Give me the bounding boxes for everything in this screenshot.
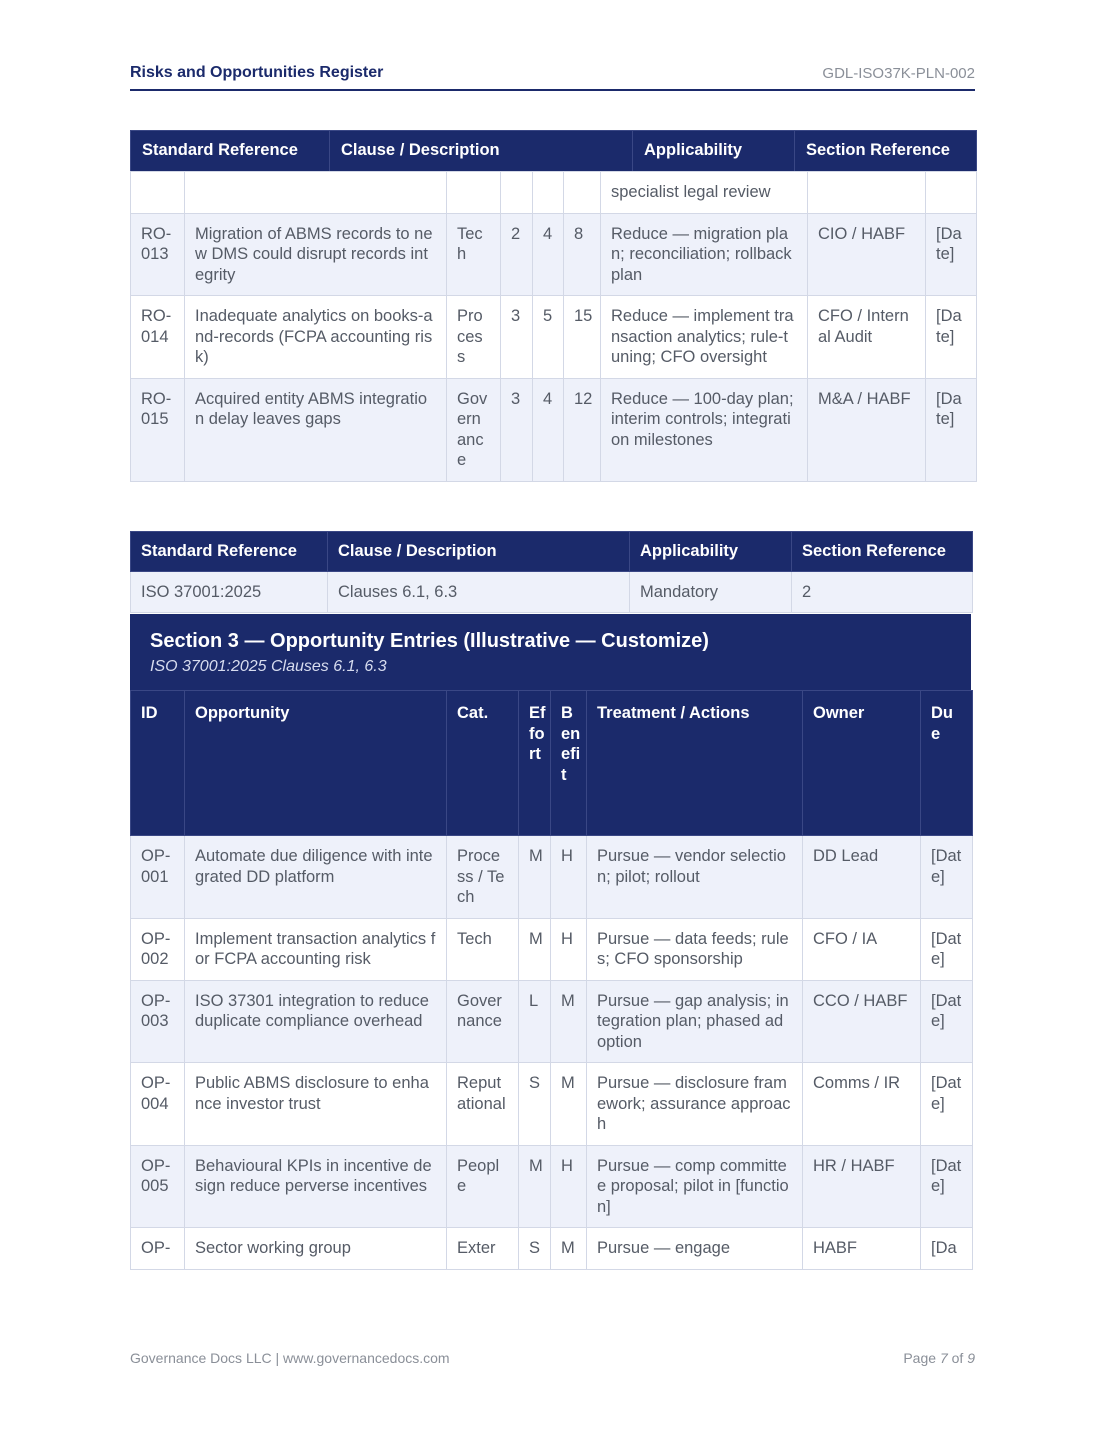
opportunity-owner: Comms / IR — [803, 1063, 921, 1146]
opportunity-id: OP- — [131, 1228, 185, 1270]
opportunity-id: OP-003 — [131, 980, 185, 1063]
col-opportunity: Opportunity — [185, 691, 447, 836]
opportunity-benefit: H — [551, 1145, 587, 1228]
opportunity-due: [Da — [921, 1228, 973, 1270]
opportunity-treatment: Pursue — vendor selection; pilot; rollout — [587, 836, 803, 919]
opportunity-treatment: Pursue — engage — [587, 1228, 803, 1270]
opportunity-category: Process / Tech — [447, 836, 519, 919]
table-row — [131, 1145, 973, 1228]
table-row — [131, 571, 973, 613]
risk-treatment: Reduce — migration plan; reconciliation; rollback plan — [601, 213, 808, 296]
section-title: Section 3 — Opportunity Entries (Illustrative — Customize) — [150, 630, 709, 652]
opportunity-description: Automate due diligence with integrated DD platform — [185, 836, 447, 919]
risk-owner: CIO / HABF — [808, 213, 926, 296]
opportunity-id: OP-005 — [131, 1145, 185, 1228]
opportunity-effort: M — [519, 836, 551, 919]
opportunity-effort: S — [519, 1063, 551, 1146]
table-row — [131, 1063, 973, 1146]
risk-likelihood — [501, 172, 533, 214]
opportunity-owner: CFO / IA — [803, 918, 921, 980]
reference-table-header — [130, 130, 977, 172]
opportunity-treatment: Pursue — comp committee proposal; pilot in [function] — [587, 1145, 803, 1228]
risk-due: [Date] — [926, 378, 977, 481]
opportunity-category: People — [447, 1145, 519, 1228]
risk-owner: M&A / HABF — [808, 378, 926, 481]
opportunity-benefit: M — [551, 980, 587, 1063]
opportunity-id: OP-001 — [131, 836, 185, 919]
risk-treatment: Reduce — implement transaction analytics; rule-tuning; CFO oversight — [601, 296, 808, 379]
risk-impact: 4 — [533, 378, 564, 481]
opportunity-treatment: Pursue — gap analysis; integration plan; phased adoption — [587, 980, 803, 1063]
applicability-value: Mandatory — [630, 571, 792, 613]
opportunity-id: OP-004 — [131, 1063, 185, 1146]
risk-id: RO-014 — [131, 296, 185, 379]
col-effort: Effort — [519, 691, 551, 836]
opportunity-benefit: H — [551, 918, 587, 980]
opportunity-benefit: M — [551, 1228, 587, 1270]
col-benefit: Benefit — [551, 691, 587, 836]
risk-category — [447, 172, 501, 214]
opportunity-category: Tech — [447, 918, 519, 980]
section-reference-value: 2 — [792, 571, 973, 613]
clause-description-value: Clauses 6.1, 6.3 — [328, 571, 630, 613]
opportunity-treatment: Pursue — disclosure framework; assurance approach — [587, 1063, 803, 1146]
col-clause-description: Clause / Description — [328, 532, 630, 572]
table-row — [131, 296, 977, 379]
table-row — [131, 378, 977, 481]
col-section-reference: Section Reference — [792, 532, 973, 572]
risk-owner — [808, 172, 926, 214]
document-code: GDL-ISO37K-PLN-002 — [822, 65, 975, 82]
opportunity-treatment: Pursue — data feeds; rules; CFO sponsorship — [587, 918, 803, 980]
risk-due: [Date] — [926, 296, 977, 379]
col-standard-reference: Standard Reference — [131, 131, 330, 172]
table-row — [131, 213, 977, 296]
opportunity-owner: DD Lead — [803, 836, 921, 919]
section-heading — [130, 614, 971, 690]
risk-due: [Date] — [926, 213, 977, 296]
risk-score: 12 — [564, 378, 601, 481]
opportunity-due: [Date] — [921, 1063, 973, 1146]
col-section-reference: Section Reference — [795, 131, 977, 172]
opportunity-category: Reputational — [447, 1063, 519, 1146]
risk-id — [131, 172, 185, 214]
table-row — [131, 1228, 973, 1270]
risk-likelihood: 3 — [501, 296, 533, 379]
risk-score: 15 — [564, 296, 601, 379]
risk-category: Process — [447, 296, 501, 379]
col-category: Cat. — [447, 691, 519, 836]
col-id: ID — [131, 691, 185, 836]
risk-impact: 4 — [533, 213, 564, 296]
reference-table — [130, 531, 973, 613]
col-clause-description: Clause / Description — [330, 131, 633, 172]
risk-category: Tech — [447, 213, 501, 296]
risk-id: RO-015 — [131, 378, 185, 481]
opportunity-benefit: M — [551, 1063, 587, 1146]
col-due: Due — [921, 691, 973, 836]
table-row — [131, 836, 973, 919]
page-current: 7 — [939, 1350, 948, 1366]
col-applicability: Applicability — [633, 131, 795, 172]
risk-id: RO-013 — [131, 213, 185, 296]
opportunity-due: [Date] — [921, 980, 973, 1063]
page-of: of — [951, 1350, 964, 1366]
opportunity-benefit: H — [551, 836, 587, 919]
opportunity-due: [Date] — [921, 836, 973, 919]
header-divider — [130, 89, 975, 91]
risk-owner: CFO / Internal Audit — [808, 296, 926, 379]
table-row — [131, 918, 973, 980]
opportunity-table — [130, 690, 973, 1270]
opportunity-owner: HABF — [803, 1228, 921, 1270]
risk-treatment: Reduce — 100-day plan; interim controls; integration milestones — [601, 378, 808, 481]
risk-description: Migration of ABMS records to new DMS could disrupt records integrity — [185, 213, 447, 296]
footer-company: Governance Docs LLC | www.governancedocs.com — [130, 1350, 450, 1366]
section-subtitle: ISO 37001:2025 Clauses 6.1, 6.3 — [150, 658, 387, 675]
risk-description: Acquired entity ABMS integration delay leaves gaps — [185, 378, 447, 481]
opportunity-category: Governance — [447, 980, 519, 1063]
risk-category: Governance — [447, 378, 501, 481]
risk-impact: 5 — [533, 296, 564, 379]
risk-treatment: specialist legal review — [601, 172, 808, 214]
opportunity-owner: HR / HABF — [803, 1145, 921, 1228]
opportunity-due: [Date] — [921, 1145, 973, 1228]
risk-score — [564, 172, 601, 214]
opportunity-description: Sector working group — [185, 1228, 447, 1270]
opportunity-description: ISO 37301 integration to reduce duplicate compliance overhead — [185, 980, 447, 1063]
opportunity-description: Behavioural KPIs in incentive design reduce perverse incentives — [185, 1145, 447, 1228]
col-applicability: Applicability — [630, 532, 792, 572]
opportunity-owner: CCO / HABF — [803, 980, 921, 1063]
opportunity-category: Exter — [447, 1228, 519, 1270]
page-total: 9 — [967, 1350, 975, 1366]
footer-page-number — [903, 1350, 975, 1366]
risk-impact — [533, 172, 564, 214]
col-owner: Owner — [803, 691, 921, 836]
opportunity-id: OP-002 — [131, 918, 185, 980]
document-title: Risks and Opportunities Register — [130, 64, 384, 81]
risk-table — [130, 171, 977, 482]
opportunity-description: Implement transaction analytics for FCPA accounting risk — [185, 918, 447, 980]
opportunity-description: Public ABMS disclosure to enhance investor trust — [185, 1063, 447, 1146]
opportunity-effort: M — [519, 1145, 551, 1228]
risk-description: Inadequate analytics on books-and-records (FCPA accounting risk) — [185, 296, 447, 379]
opportunity-due: [Date] — [921, 918, 973, 980]
opportunity-effort: S — [519, 1228, 551, 1270]
opportunity-effort: L — [519, 980, 551, 1063]
risk-likelihood: 3 — [501, 378, 533, 481]
col-standard-reference: Standard Reference — [131, 532, 328, 572]
standard-reference-value: ISO 37001:2025 — [131, 571, 328, 613]
page-prefix: Page — [903, 1350, 937, 1366]
risk-due — [926, 172, 977, 214]
col-treatment-actions: Treatment / Actions — [587, 691, 803, 836]
table-row — [131, 980, 973, 1063]
risk-description — [185, 172, 447, 214]
risk-likelihood: 2 — [501, 213, 533, 296]
opportunity-effort: M — [519, 918, 551, 980]
risk-score: 8 — [564, 213, 601, 296]
table-row — [131, 172, 977, 214]
